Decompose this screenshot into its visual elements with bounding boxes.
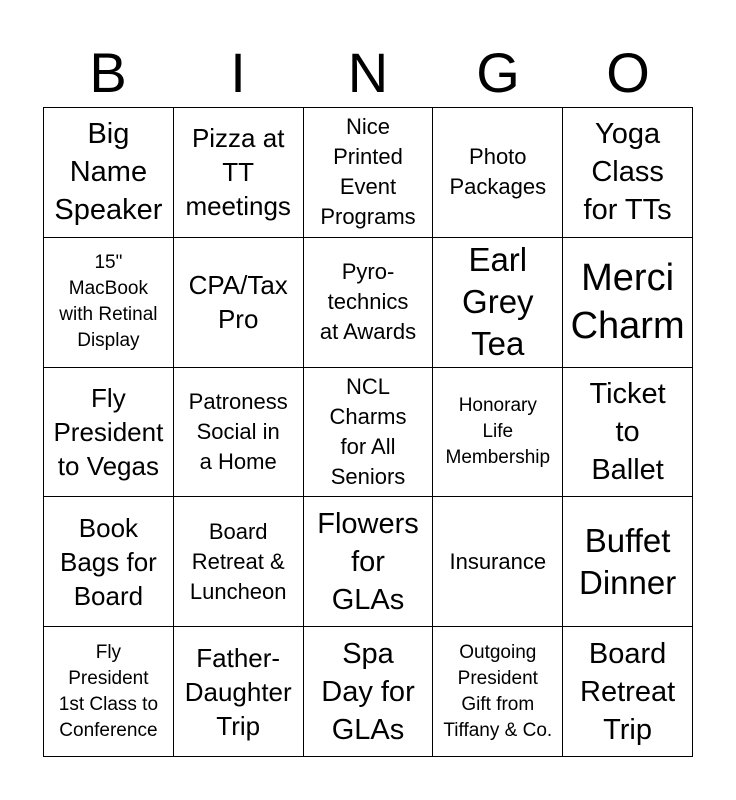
cell-label: Fly President 1st Class to Conference [58,641,159,741]
header-letter-i: I [230,41,246,104]
header-letter-g: G [476,41,520,104]
bingo-cell[interactable] [174,368,304,498]
cell-label: Book Bags for Board [59,512,157,611]
cell-label: Father- Daughter Trip [184,642,292,741]
bingo-cell[interactable] [563,368,693,498]
bingo-cell[interactable] [563,238,693,368]
bingo-cell[interactable] [44,368,174,498]
cell-label: Board Retreat & Luncheon [189,518,287,604]
cell-label: Flowers for GLAs [317,507,419,616]
bingo-cell[interactable] [433,238,563,368]
cell-label: Buffet Dinner [578,521,677,601]
cell-label: Photo Packages [449,144,547,200]
bingo-cell[interactable] [304,627,434,757]
cell-label: Insurance [449,548,547,574]
bingo-cell[interactable] [304,108,434,238]
bingo-cell[interactable] [174,497,304,627]
header-letter-n: N [347,41,389,104]
cell-label: Pyro- technics at Awards [319,259,417,345]
bingo-cell[interactable] [304,368,434,498]
cell-label: 15" MacBook with Retinal Display [59,252,158,352]
cell-label: Ticket to Ballet [589,377,666,486]
bingo-cell[interactable] [304,497,434,627]
bingo-cell[interactable] [44,238,174,368]
cell-label: Fly President to Vegas [53,382,164,481]
bingo-cell[interactable] [44,497,174,627]
bingo-header [43,40,693,106]
bingo-board [43,107,693,757]
cell-label: Earl Grey Tea [462,241,534,363]
bingo-cell[interactable] [563,497,693,627]
cell-label: Nice Printed Event Programs [320,114,416,230]
bingo-cell[interactable] [174,238,304,368]
bingo-cell[interactable] [174,627,304,757]
cell-label: Yoga Class for TTs [583,118,672,227]
header-letter-b: B [89,41,127,104]
header-letter-o: O [606,41,650,104]
cell-label: Outgoing President Gift from Tiffany & Co. [443,641,553,741]
cell-label: Merci Charm [570,257,685,348]
cell-label: NCL Charms for All Seniors [329,373,407,489]
bingo-cell[interactable] [433,368,563,498]
cell-label: Board Retreat Trip [580,637,676,746]
bingo-cell[interactable] [563,627,693,757]
bingo-cell[interactable] [433,497,563,627]
bingo-cell[interactable] [174,108,304,238]
bingo-cell[interactable] [44,627,174,757]
cell-label: Honorary Life Membership [445,394,551,468]
cell-label: Big Name Speaker [54,118,163,227]
bingo-cell[interactable] [44,108,174,238]
bingo-cell[interactable] [433,108,563,238]
bingo-cell[interactable] [304,238,434,368]
cell-label: Spa Day for GLAs [321,637,415,746]
cell-label: Pizza at TT meetings [185,123,291,222]
cell-label: Patroness Social in a Home [188,388,288,474]
bingo-cell[interactable] [433,627,563,757]
cell-label: CPA/Tax Pro [188,270,288,335]
bingo-cell[interactable] [563,108,693,238]
